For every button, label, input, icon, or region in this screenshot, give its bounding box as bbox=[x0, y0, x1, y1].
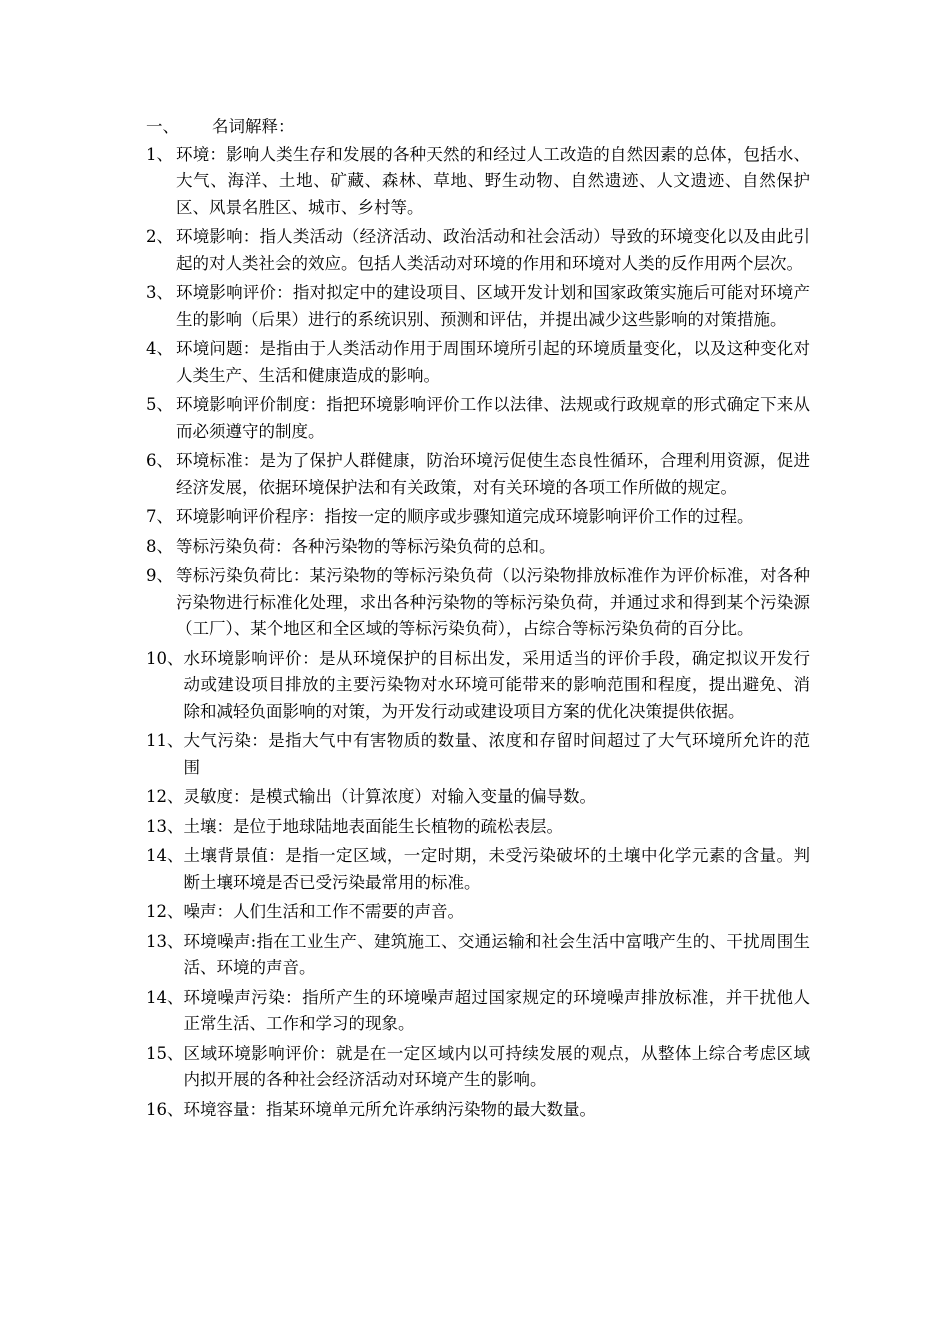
term-number: 13、 bbox=[146, 816, 184, 836]
term-definition: 灵敏度：是模式输出（计算浓度）对输入变量的偏导数。 bbox=[183, 787, 596, 806]
term-definition: 区域环境影响评价：就是在一定区域内以可持续发展的观点，从整体上综合考虑区域内拟开展的各种社会经济活动对环境产生的影响。 bbox=[183, 1043, 810, 1089]
term-item bbox=[146, 728, 810, 781]
term-item bbox=[146, 814, 810, 841]
term-definition: 噪声：人们生活和工作不需要的声音。 bbox=[183, 902, 464, 921]
term-definition: 等标污染负荷：各种污染物的等标污染负荷的总和。 bbox=[176, 536, 556, 556]
term-definition: 环境噪声:指在工业生产、建筑施工、交通运输和社会生活中富哦产生的、干扰周围生活、环境的声音。 bbox=[183, 931, 810, 977]
term-definition: 环境问题：是指由于人类活动作用于周围环境所引起的环境质量变化，以及这种变化对人类生产、生活和健康造成的影响。 bbox=[176, 339, 810, 385]
term-item bbox=[146, 504, 810, 531]
term-number: 3、 bbox=[146, 283, 173, 302]
document-body bbox=[146, 114, 810, 1126]
term-definition: 等标污染负荷比：某污染物的等标污染负荷（以污染物排放标准作为评价标准，对各种污染物进行标准化处理，求出各种污染物的等标污染负荷，并通过求和得到某个污染源（工厂）、某个地区和全区域的等标污染负荷），占综合等标污染负荷的百分比。 bbox=[176, 566, 810, 638]
term-definition: 环境：影响人类生存和发展的各种天然的和经过人工改造的自然因素的总体，包括水、大气、海洋、土地、矿藏、森林、草地、野生动物、自然遗迹、人文遗迹、自然保护区、风景名胜区、城市、乡村等。 bbox=[176, 144, 810, 217]
term-item bbox=[146, 142, 810, 222]
term-item bbox=[146, 985, 810, 1038]
term-item bbox=[146, 392, 810, 445]
term-number: 1、 bbox=[146, 144, 173, 164]
term-definition: 环境容量：指某环境单元所允许承纳污染物的最大数量。 bbox=[183, 1099, 596, 1119]
term-item bbox=[146, 843, 810, 896]
term-definition: 环境影响：指人类活动（经济活动、政治活动和社会活动）导致的环境变化以及由此引起的对人类社会的效应。包括人类活动对环境的作用和环境对人类的反作用两个层次。 bbox=[176, 227, 810, 273]
term-item bbox=[146, 563, 810, 643]
term-number: 14、 bbox=[146, 987, 184, 1007]
term-item bbox=[146, 280, 810, 333]
term-number: 7、 bbox=[146, 507, 173, 526]
term-number: 4、 bbox=[146, 339, 173, 358]
term-item bbox=[146, 929, 810, 982]
term-item bbox=[146, 1097, 810, 1124]
term-number: 16、 bbox=[146, 1099, 184, 1119]
section-number: 一、 bbox=[146, 117, 179, 136]
term-number: 11、 bbox=[146, 731, 184, 750]
term-number: 13、 bbox=[146, 931, 184, 951]
term-definition: 水环境影响评价：是从环境保护的目标出发，采用适当的评价手段，确定拟议开发行动或建设项目排放的主要污染物对水环境可能带来的影响范围和程度，提出避免、消除和减轻负面影响的对策，为开发行动或建设项目方案的优化决策提供依据。 bbox=[183, 648, 810, 721]
term-definition: 土壤：是位于地球陆地表面能生长植物的疏松表层。 bbox=[183, 816, 563, 836]
term-definition: 土壤背景值：是指一定区域，一定时期，未受污染破坏的土壤中化学元素的含量。判断土壤环境是否已受污染最常用的标准。 bbox=[183, 846, 810, 892]
term-item bbox=[146, 784, 810, 811]
term-definition: 环境影响评价程序：指按一定的顺序或步骤知道完成环境影响评价工作的过程。 bbox=[176, 507, 754, 526]
term-number: 12、 bbox=[146, 787, 184, 806]
term-item bbox=[146, 646, 810, 726]
term-number: 9、 bbox=[146, 566, 173, 585]
term-number: 6、 bbox=[146, 451, 173, 470]
term-definition: 环境影响评价：指对拟定中的建设项目、区域开发计划和国家政策实施后可能对环境产生的影响（后果）进行的系统识别、预测和评估，并提出减少这些影响的对策措施。 bbox=[176, 283, 810, 329]
term-number: 2、 bbox=[146, 227, 173, 246]
section-title: 名词解释： bbox=[212, 117, 295, 136]
term-item bbox=[146, 534, 810, 561]
term-number: 15、 bbox=[146, 1043, 184, 1063]
term-number: 14、 bbox=[146, 846, 184, 865]
term-item bbox=[146, 336, 810, 389]
term-item bbox=[146, 224, 810, 277]
term-number: 8、 bbox=[146, 536, 173, 556]
term-definition: 环境噪声污染：指所产生的环境噪声超过国家规定的环境噪声排放标准，并干扰他人正常生活、工作和学习的现象。 bbox=[183, 987, 810, 1033]
term-number: 5、 bbox=[146, 395, 173, 414]
term-definition: 环境影响评价制度：指把环境影响评价工作以法律、法规或行政规章的形式确定下来从而必须遵守的制度。 bbox=[176, 395, 810, 441]
term-definition: 环境标准：是为了保护人群健康，防治环境污促使生态良性循环，合理利用资源，促进经济发展，依据环境保护法和有关政策，对有关环境的各项工作所做的规定。 bbox=[176, 451, 810, 497]
term-number: 10、 bbox=[146, 648, 184, 668]
section-heading bbox=[146, 114, 810, 141]
term-item bbox=[146, 1041, 810, 1094]
term-item bbox=[146, 448, 810, 501]
term-list bbox=[146, 142, 810, 1124]
term-number: 12、 bbox=[146, 902, 184, 921]
term-definition: 大气污染：是指大气中有害物质的数量、浓度和存留时间超过了大气环境所允许的范围 bbox=[183, 731, 810, 777]
term-item bbox=[146, 899, 810, 926]
